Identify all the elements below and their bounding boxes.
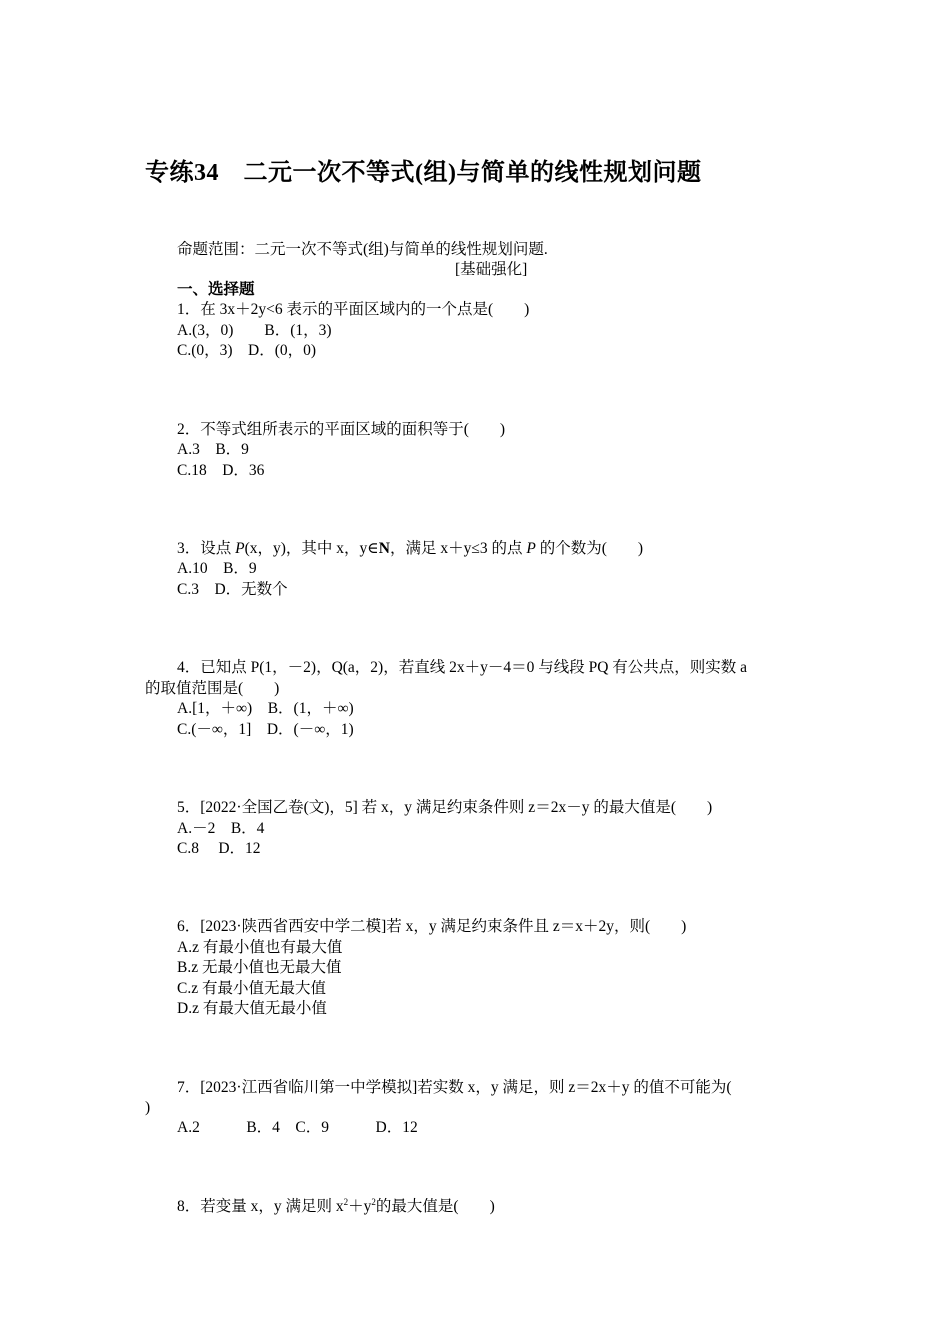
- question-8-stem-post: 的最大值是( ): [375, 1198, 495, 1215]
- question-2-options-ab: A.3 B．9: [177, 441, 249, 458]
- question-3-options-ab: A.10 B．9: [177, 560, 257, 577]
- question-5-options-ab: A.－2 B．4: [177, 820, 265, 837]
- question-3-point-p2: P: [526, 540, 536, 557]
- question-6-option-c: C.z 有最小值无最大值: [177, 980, 326, 997]
- page-title: 专练34 二元一次不等式(组)与简单的线性规划问题: [145, 160, 702, 186]
- question-4-options-ab: A.[1，＋∞) B．(1，＋∞): [177, 700, 354, 717]
- question-7-stem-line1: 7．[2023·江西省临川第一中学模拟]若实数 x，y 满足，则 z＝2x＋y 的值不可能为(: [177, 1079, 732, 1096]
- scope-text: 命题范围：二元一次不等式(组)与简单的线性规划问题.: [177, 241, 548, 258]
- question-8-exponent-2: 2: [371, 1196, 376, 1207]
- section-heading: 一、选择题: [177, 281, 255, 298]
- question-3-stem-pre: 3．设点: [177, 540, 236, 557]
- question-5-stem: 5．[2022·全国乙卷(文)，5] 若 x，y 满足约束条件则 z＝2x－y 的最大值是( ): [177, 799, 713, 816]
- question-5-options-cd: C.8 D．12: [177, 840, 261, 857]
- question-6-option-b: B.z 无最小值也无最大值: [177, 959, 342, 976]
- question-8-stem: [177, 1197, 495, 1217]
- question-3-coords: (x，y)，其中 x，y∈: [244, 540, 379, 557]
- question-8-exponent-1: 2: [343, 1196, 349, 1207]
- question-6-stem: 6．[2023·陕西省西安中学二模]若 x，y 满足约束条件且 z＝x＋2y，则( ): [177, 918, 687, 935]
- question-8-stem-mid: ＋y: [348, 1198, 372, 1215]
- question-3-point-p: P: [235, 540, 245, 557]
- question-2-options-cd: C.18 D．36: [177, 462, 265, 479]
- question-3-stem-post: 的个数为( ): [535, 540, 644, 557]
- question-1-options-ab: A.(3，0) B．(1，3): [177, 322, 332, 339]
- question-3-stem-mid: ，满足 x＋y≤3 的点: [390, 540, 527, 557]
- question-4-stem-line2: 的取值范围是( ): [145, 680, 280, 697]
- question-2-stem: 2．不等式组所表示的平面区域的面积等于( ): [177, 421, 506, 438]
- question-6-option-d: D.z 有最大值无最小值: [177, 1000, 327, 1017]
- question-3-options-cd: C.3 D．无数个: [177, 581, 288, 598]
- question-4-options-cd: C.(－∞，1] D．(－∞，1): [177, 721, 354, 738]
- question-1-stem: 1．在 3x＋2y<6 表示的平面区域内的一个点是( ): [177, 301, 530, 318]
- section-tag: [基础强化]: [455, 261, 528, 278]
- question-4-stem-line1: 4．已知点 P(1，－2)，Q(a，2)，若直线 2x＋y－4＝0 与线段 PQ 有公共点，则实数 a: [177, 659, 748, 676]
- question-6-option-a: A.z 有最小值也有最大值: [177, 939, 343, 956]
- question-8-stem-pre: 8．若变量 x，y 满足则 x: [177, 1198, 344, 1215]
- question-3-naturals: N: [378, 540, 390, 557]
- question-3-stem: [177, 539, 643, 559]
- question-7-options: A.2 B．4 C．9 D．12: [177, 1119, 418, 1136]
- question-1-options-cd: C.(0，3) D．(0，0): [177, 342, 317, 359]
- question-7-stem-line2: ): [145, 1099, 151, 1116]
